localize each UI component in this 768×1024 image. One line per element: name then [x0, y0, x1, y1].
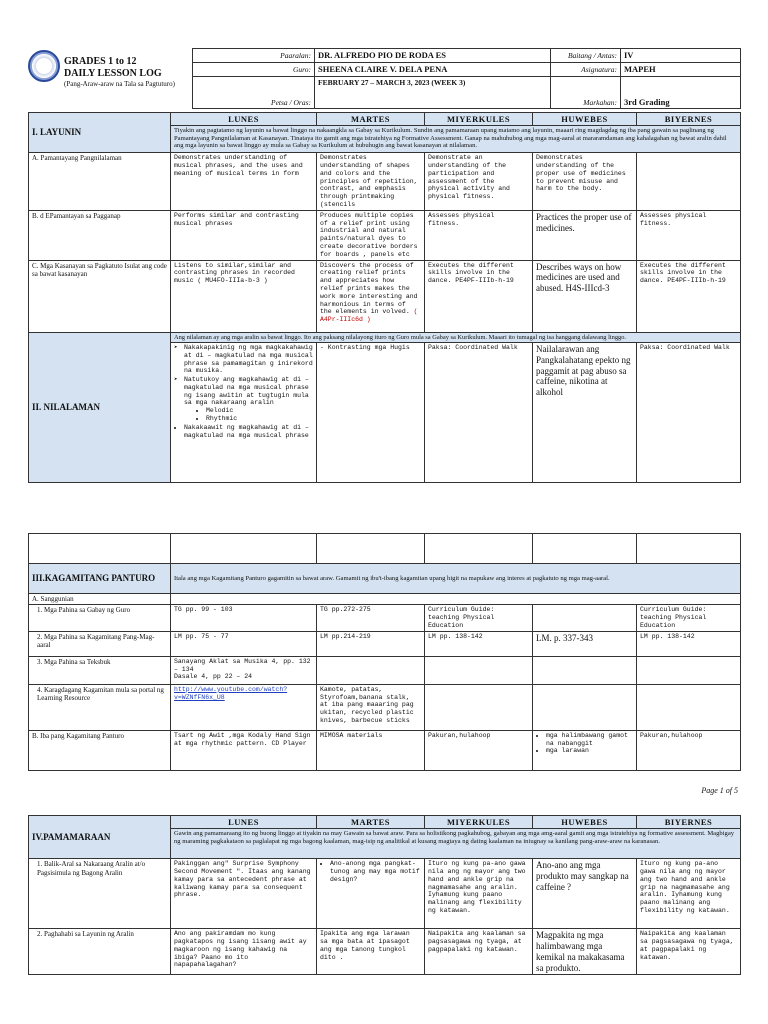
nilalaman-title: II. NILALAMAN: [29, 332, 171, 482]
kagamitan-note: Itala ang mga Kagamitang Panturo gagamitin sa bawat araw. Gamamit ng ibu't-ibang kagamitan upang higit na mapukaw ang interes at pagkatuto ng mga mag-aaral.: [171, 564, 741, 594]
markahan-label: Markahan:: [551, 77, 621, 109]
cell: Demonstrates understanding of the proper use of medicines to prevent misuse and harm to the body.: [533, 153, 637, 211]
teksbuk-line: Dasale 4, pp 22 – 24: [174, 673, 253, 681]
blank-cell: [533, 534, 637, 564]
cell: TG pp.272-275: [317, 605, 425, 631]
row-label: 1. Mga Pahina sa Gabay ng Guro: [29, 605, 171, 631]
cell: Pakuran,hulahoop: [637, 730, 741, 770]
day-header: MIYERKULES: [425, 816, 533, 829]
section-layunin-table: [28, 112, 741, 483]
cell: Assesses physical fitness.: [425, 210, 533, 260]
cell: - Kontrasting mga Hugis: [317, 342, 425, 482]
list-item: • Nakakaawit ng magkahawig at di – magkatulad na mga musical phrase: [184, 424, 313, 440]
row-label: 2. Paghahabi sa Layunin ng Aralin: [29, 929, 171, 975]
title-dll: DAILY LESSON LOG: [64, 68, 162, 79]
cell: Assesses physical fitness.: [637, 210, 741, 260]
row-label: 2. Mga Pahina sa Kagamitang Pang-Mag-aaral: [29, 631, 171, 656]
deped-seal-icon: [28, 50, 60, 82]
markahan-value: 3rd Grading: [621, 77, 741, 109]
cell-text: Discovers the process of creating relief prints and appreciates how relief prints makes the work more interesting and harmonious in terms of the elements in volved.: [320, 261, 418, 316]
cell: LM pp. 75 - 77: [171, 631, 317, 656]
day-header: HUWEBES: [533, 113, 637, 126]
row-label: C. Mga Kasanayan sa Pagkatuto Isulat ang code sa bawat kasanayan: [29, 260, 171, 332]
baitang-label: Baitang / Antas:: [551, 49, 621, 63]
cell: Kamote, patatas, Styrofoam,banana stalk, at iba pang maaaring pag ukitan, recycled plastic knives, barbecue sticks: [317, 684, 425, 730]
blank-cell: [317, 534, 425, 564]
day-header: MARTES: [317, 816, 425, 829]
blank-cell: [171, 594, 741, 605]
blank-cell: [637, 684, 741, 730]
nilalaman-note: Ang nilalaman ay ang mga aralin sa bawat linggo. Ito ang paksang nilalayong ituro ng Guro mula sa Gabay sa Kurikulum. Maaari ito tumagal ng isa hanggang dalawang linggo.: [171, 332, 741, 342]
blank-cell: [425, 656, 533, 684]
cell: [317, 859, 425, 929]
blank-cell: [171, 534, 317, 564]
kagamitan-title: III.KAGAMITANG PANTURO: [29, 564, 171, 594]
blank-cell: [425, 534, 533, 564]
blank-cell: [317, 656, 425, 684]
cell: [637, 153, 741, 211]
cell: Nailalarawan ang Pangkalahatang epekto ng paggamit at pag abuso sa caffeine, nikotina at alkohol: [533, 342, 637, 482]
paaralan-value: DR. ALFREDO PIO DE RODA ES: [315, 49, 551, 63]
cell: Paksa: Coordinated Walk: [637, 342, 741, 482]
pamamaraan-note: Gawin ang pamamaraang ito ng buong linggo at tiyakin na may Gawain sa bawat araw. Para sa holistikong pagkahubog, gabayan ang mga amg-aaral gamit ang mga istratehiya ng formative assessment. Magbigay ng maraming pagkakataon sa paglalapat ng mga bagong kaalaman, mag-isip ng analitikal at kusang magtaya ng dating kaalaman na iniugnay sa kanilang pang-araw-araw na karanasan.: [171, 829, 741, 859]
cell: [533, 605, 637, 631]
lunes-list-2: [174, 424, 313, 440]
cell: Demonstrate an understanding of the participation and assessment of the physical activity and physical fitness.: [425, 153, 533, 211]
cell: TG pp. 99 - 103: [171, 605, 317, 631]
cell: Pakuran,hulahoop: [425, 730, 533, 770]
day-header: HUWEBES: [533, 816, 637, 829]
list-item: ➤ Nakakapakinig ng mga magkakahawig at di – magkatulad na mga musical phrase sa pamamagitan g inirekord na musika.: [184, 344, 313, 375]
cell: [533, 730, 637, 770]
cell: Ituro ng kung pa-ano gawa nila ang ng mayor ang two hand and ankle grip na nagmamasahe ang aralin. Iyhamung kung paano malinang ang flexibility ng katawan.: [637, 859, 741, 929]
baitang-value: IV: [621, 49, 741, 63]
cell: LM pp. 138-142: [425, 631, 533, 656]
day-header: MARTES: [317, 113, 425, 126]
code-text: ( A4Pr-IIIc6d ): [320, 308, 418, 324]
blank-cell: [637, 534, 741, 564]
paaralan-label: Paaralan:: [193, 49, 315, 63]
row-label: B. d EPamantayan sa Pagganap: [29, 210, 171, 260]
asignatura-value: MAPEH: [621, 63, 741, 77]
youtube-link[interactable]: http://www.youtube.com/watch?v=WZNfFN6x_U8: [174, 685, 288, 701]
list-item: [184, 376, 313, 423]
row-label: A. Sanggunian: [29, 594, 171, 605]
list-item-text: Natutukoy ang magkahawig at di – magkatulad na mga musical phrase ng isang awitin at tugtugin mula sa mga nakaraang aralin: [184, 376, 309, 407]
header-info-table: [192, 48, 741, 109]
cell: Executes the different skills involve in the dance. PE4PF-IIIb-h-19: [425, 260, 533, 332]
sub-item: • Melodic: [206, 407, 313, 415]
section-kagamitan-table: [28, 533, 741, 771]
pamamaraan-title: IV.PAMAMARAAN: [29, 816, 171, 859]
cell: Performs similar and contrasting musical phrases: [171, 210, 317, 260]
cell: LM. p. 337-343: [533, 631, 637, 656]
section-pamamaraan-table: [28, 815, 741, 975]
list-item: • mga larawan: [546, 747, 633, 755]
cell: [171, 656, 317, 684]
list-item: • mga halimbawang gamot na nabanggit: [546, 732, 633, 748]
martes-list: [320, 860, 421, 883]
cell: MIMOSA materials: [317, 730, 425, 770]
blank-cell: [29, 534, 171, 564]
page-number: Page 1 of 5: [701, 786, 738, 795]
blank-cell: [637, 656, 741, 684]
row-label: 3. Mga Pahina sa Teksbuk: [29, 656, 171, 684]
cell: Ano-ano ang mga produkto may sangkap na caffeine ?: [533, 859, 637, 929]
cell: [317, 260, 425, 332]
sub-item: • Rhythmic: [206, 415, 313, 423]
cell: Pakinggan ang" Surprise Symphony Second Movement ". Itaas ang kanang kamay para sa antecedent phrase at kaliwang kamay para sa consequent phrase.: [171, 859, 317, 929]
cell: Describes ways on how medicines are used and abused. H4S-IIIcd-3: [533, 260, 637, 332]
row-label: 1. Balik-Aral sa Nakaraang Aralin at/o Pagsisimula ng Bagong Aralin: [29, 859, 171, 929]
huwebes-list: [536, 732, 633, 755]
cell: Listens to similar,similar and contrasting phrases in recorded music ( MU4FO-IIIa-b-3 ): [171, 260, 317, 332]
cell: Practices the proper use of medicines.: [533, 210, 637, 260]
cell: LM pp. 138-142: [637, 631, 741, 656]
cell: Naipakita ang kaalaman sa pagsasagawa ng tyaga, at pagpapalaki ng katawan.: [637, 929, 741, 975]
day-header: LUNES: [171, 816, 317, 829]
cell: LM pp.214-219: [317, 631, 425, 656]
cell: Ano ang pakiramdam mo kung pagkatapos ng isang iisang awit ay magkaroon ng isang kahawig na ibiga? Paano mo ito napapahalagahan?: [171, 929, 317, 975]
day-header: BIYERNES: [637, 113, 741, 126]
cell: Naipakita ang kaalaman sa pagsasagawa ng tyaga, at pagpapalaki ng katawan.: [425, 929, 533, 975]
sub-list: [184, 407, 313, 423]
title-sub: (Pang-Araw-araw na Tala sa Pagtuturo): [64, 80, 175, 88]
lunes-list: [174, 344, 313, 423]
row-label: 4. Karagdagang Kagamitan mula sa portal ng Learning Resource: [29, 684, 171, 730]
cell: Demonstrates understanding of musical phrases, and the uses and meaning of musical terms in form: [171, 153, 317, 211]
blank-cell: [533, 684, 637, 730]
cell: Ituro ng kung pa-ano gawa nila ang ng mayor ang two hand and ankle grip na nagmamasahe ang aralin. Iyhamung kung paano malinang ang flexibility ng katawan.: [425, 859, 533, 929]
cell: Executes the different skills involve in the dance. PE4PF-IIIb-h-19: [637, 260, 741, 332]
row-label: B. Iba pang Kagamitang Panturo: [29, 730, 171, 770]
guro-value: SHEENA CLAIRE V. DELA PENA: [315, 63, 551, 77]
day-header: LUNES: [171, 113, 317, 126]
petsa-value: FEBRUARY 27 – MARCH 3, 2023 (WEEK 3): [315, 77, 551, 109]
cell: Magpakita ng mga halimbawang mga kemikal na makakasama sa produkto.: [533, 929, 637, 975]
guro-label: Guro:: [193, 63, 315, 77]
cell: Produces multiple copies of a relief print using industrial and natural paints/natural dyes to create decorative borders for boards , panels etc: [317, 210, 425, 260]
cell: Curriculum Guide: teaching Physical Education: [425, 605, 533, 631]
day-header: BIYERNES: [637, 816, 741, 829]
asignatura-label: Asignatura:: [551, 63, 621, 77]
cell: Demonstrates understanding of shapes and colors and the principles of repetition, contrast, and emphasis through printmaking (stencils: [317, 153, 425, 211]
layunin-note: Tiyakin ang pagtatamo ng layunin sa bawat linggo na nakaangkla sa Gabay sa Kurikulum. Sundin ang pamamaraan upang matamo ang layunin, maaari ring magdagdag ng iba pang gawain sa paglinang ng Pamantayang Pangnilalaman at Kasanayan. Tinataya ito gamit ang mga istratehiya ng Formative Assessment. Ganap na mahuhubog ang mga mag-aaral at mararamdaman ang kahalagahan ng bawat aralin dahil ang mga layunin sa bawat linggo ay mula sa Gabay sa Kurikulum at hubuhugin ang bawat kasanayan at nilalaman.: [171, 126, 741, 153]
day-header: MIYERKULES: [425, 113, 533, 126]
cell: Paksa: Coordinated Walk: [425, 342, 533, 482]
blank-cell: [425, 684, 533, 730]
teksbuk-line: Sanayang Aklat sa Musika 4, pp. 132 – 134: [174, 657, 311, 673]
row-label: A. Pamantayang Pangnilalaman: [29, 153, 171, 211]
list-item: • Ano-anong mga pangkat-tunog ang may mga motif design?: [330, 860, 421, 883]
cell: [171, 684, 317, 730]
layunin-title: I. LAYUNIN: [29, 113, 171, 153]
blank-cell: [533, 656, 637, 684]
cell: [171, 342, 317, 482]
cell: Ipakita ang mga larawan sa mga bata at ipasagot ang mga tanong tungkol dito .: [317, 929, 425, 975]
cell: Tsart ng Awit ,mga Kodaly Hand Sign at mga rhythmic pattern. CD Player: [171, 730, 317, 770]
cell: Curriculum Guide: teaching Physical Education: [637, 605, 741, 631]
title-grades: GRADES 1 to 12: [64, 56, 137, 67]
petsa-label: Petsa / Oras:: [193, 77, 315, 109]
